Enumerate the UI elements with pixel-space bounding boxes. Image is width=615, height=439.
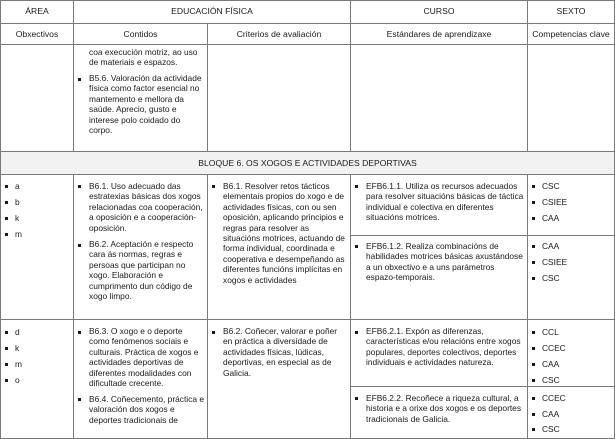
rule [350, 174, 351, 439]
bullet [532, 397, 535, 400]
competence-item: CCL [542, 327, 559, 337]
column-competences: Competencias clave [532, 29, 610, 39]
competence-item: CSC [542, 375, 560, 385]
bullet [532, 413, 535, 416]
objective-item: a [15, 181, 20, 191]
content-code: B5.6. [89, 73, 109, 83]
header-area: ÁREA [25, 6, 49, 16]
competence-item: CCEC [542, 343, 566, 353]
rule [527, 174, 528, 439]
objective-item: k [15, 343, 20, 353]
standard-efb622: EFB6.2.2. Recoñece a riqueza cultural, a historia e a orixe dos xogos e os deportes tradicionais de Galicia. [366, 393, 522, 424]
column-standards: Estándares de aprendizaxe [386, 29, 492, 39]
bullet [5, 331, 8, 334]
rule [73, 174, 74, 439]
standard-efb611: EFB6.1.1. Utiliza os recursos adecuados para resolver situacións básicas de táctica individual e colectiva en diferentes situacións motrices. [366, 181, 524, 223]
bullet [5, 217, 8, 220]
bullet [355, 397, 358, 400]
rule [350, 235, 615, 236]
column-objectives: Obxectivos [15, 29, 59, 39]
bullet [5, 379, 8, 382]
contents-continuation: coa execución motriz, ao uso de materiais e espazos. [89, 47, 198, 68]
bullet [212, 185, 215, 188]
bullet [5, 201, 8, 204]
bullet [212, 331, 215, 334]
rule [0, 319, 615, 320]
bullet [5, 363, 8, 366]
content-text: Valoración da actividade física como factor esencial no mantemento e mellora da saúde. Aprecio, gusto e interese polo coidado do corpo. [89, 73, 202, 136]
competence-item: CAA [542, 213, 560, 223]
competence-item: CAA [542, 241, 560, 251]
content-item-b61: B6.1. Uso adecuado das estratexias básicas dos xogos relacionadas coa cooperación, a oposición e a cooperación-oposición. [89, 181, 203, 233]
criterion-b62: B6.2. Coñecer, valorar e poñer en práctica a diversidade de actividades físicas, lúdicas, deportivas, en especial as de Galicia. [223, 326, 338, 378]
bullet [532, 245, 535, 248]
rule [0, 174, 615, 175]
competence-item: CSC [542, 424, 560, 434]
rule [207, 174, 208, 439]
rule [0, 0, 1, 439]
block-title: BLOQUE 6. OS XOGOS E ACTIVIDADES DEPORTIVAS [198, 158, 417, 168]
bullet [532, 363, 535, 366]
criterion-b61: B6.1. Resolver retos tácticos elementais propios do xogo e de actividades físicas, con ou sen oposición, aplicando principios e regras para resolver as situacións motrices, actuando de forma individual, coordinada e cooperativa e desempeñando as diferentes funcións implícitas en xogos e actividades [223, 181, 345, 285]
standard-efb612: EFB6.1.2. Realiza combinacións de habilidades motrices básicas axustándose a un obxectivo e a uns parámetros espazo-temporais. [366, 241, 523, 283]
bullet [5, 185, 8, 188]
bullet [532, 217, 535, 220]
bullet [355, 245, 358, 248]
rule [350, 386, 615, 387]
bullet [5, 233, 8, 236]
competence-item: CCEC [542, 393, 566, 403]
column-criteria: Criterios de avaliación [236, 29, 322, 39]
header-course-value: SEXTO [556, 6, 586, 16]
bullet [78, 398, 81, 401]
header-subject: EDUCACIÓN FÍSICA [171, 6, 253, 16]
content-item-b56 [89, 73, 205, 135]
bullet [78, 244, 81, 247]
competence-item: CSC [542, 181, 560, 191]
bullet [532, 277, 535, 280]
standard-efb621: EFB6.2.1. Expón as diferenzas, características e/ou relacións entre xogos populares, deportes colectivos, deportes individuais e actividades natureza. [366, 326, 521, 368]
bullet [532, 331, 535, 334]
objective-item: m [15, 359, 22, 369]
rule [0, 23, 615, 24]
rule [207, 23, 208, 151]
objective-item: m [15, 229, 22, 239]
rule [350, 0, 351, 151]
header-course-label: CURSO [423, 6, 455, 16]
bullet [355, 185, 358, 188]
bullet [532, 185, 535, 188]
content-item-b64: B6.4. Coñecemento, práctica e valoración dos xogos e deportes tradicionais de [89, 394, 204, 425]
bullet [5, 347, 8, 350]
objective-item: o [15, 375, 20, 385]
objective-item: b [15, 197, 20, 207]
content-item-b63: B6.3. O xogo e o deporte como fenómenos sociais e culturais. Práctica de xogos e actividades deportivas de diferentes modalidades con dificultade crecente. [89, 326, 199, 389]
bullet [532, 261, 535, 264]
competence-item: CSC [542, 273, 560, 283]
competence-item: CAA [542, 359, 560, 369]
bullet [78, 185, 81, 188]
rule [527, 0, 528, 151]
bullet [78, 78, 81, 81]
competence-item: CAA [542, 409, 560, 419]
column-contents: Contidos [123, 29, 158, 39]
bullet [78, 331, 81, 334]
bullet [532, 428, 535, 431]
rule [0, 44, 615, 45]
competence-item: CSIEE [542, 197, 568, 207]
bullet [355, 331, 358, 334]
objective-item: d [15, 327, 20, 337]
rule [73, 0, 74, 151]
bullet [532, 347, 535, 350]
bullet [532, 379, 535, 382]
rule [0, 0, 615, 1]
competence-item: CSIEE [542, 257, 568, 267]
content-item-b62: B6.2. Aceptación e respecto cara ás normas, regras e persoas que participan no xogo. Elaboración e cumprimento dun código de xogo limpo. [89, 239, 194, 302]
bullet [532, 201, 535, 204]
objective-item: k [15, 213, 20, 223]
